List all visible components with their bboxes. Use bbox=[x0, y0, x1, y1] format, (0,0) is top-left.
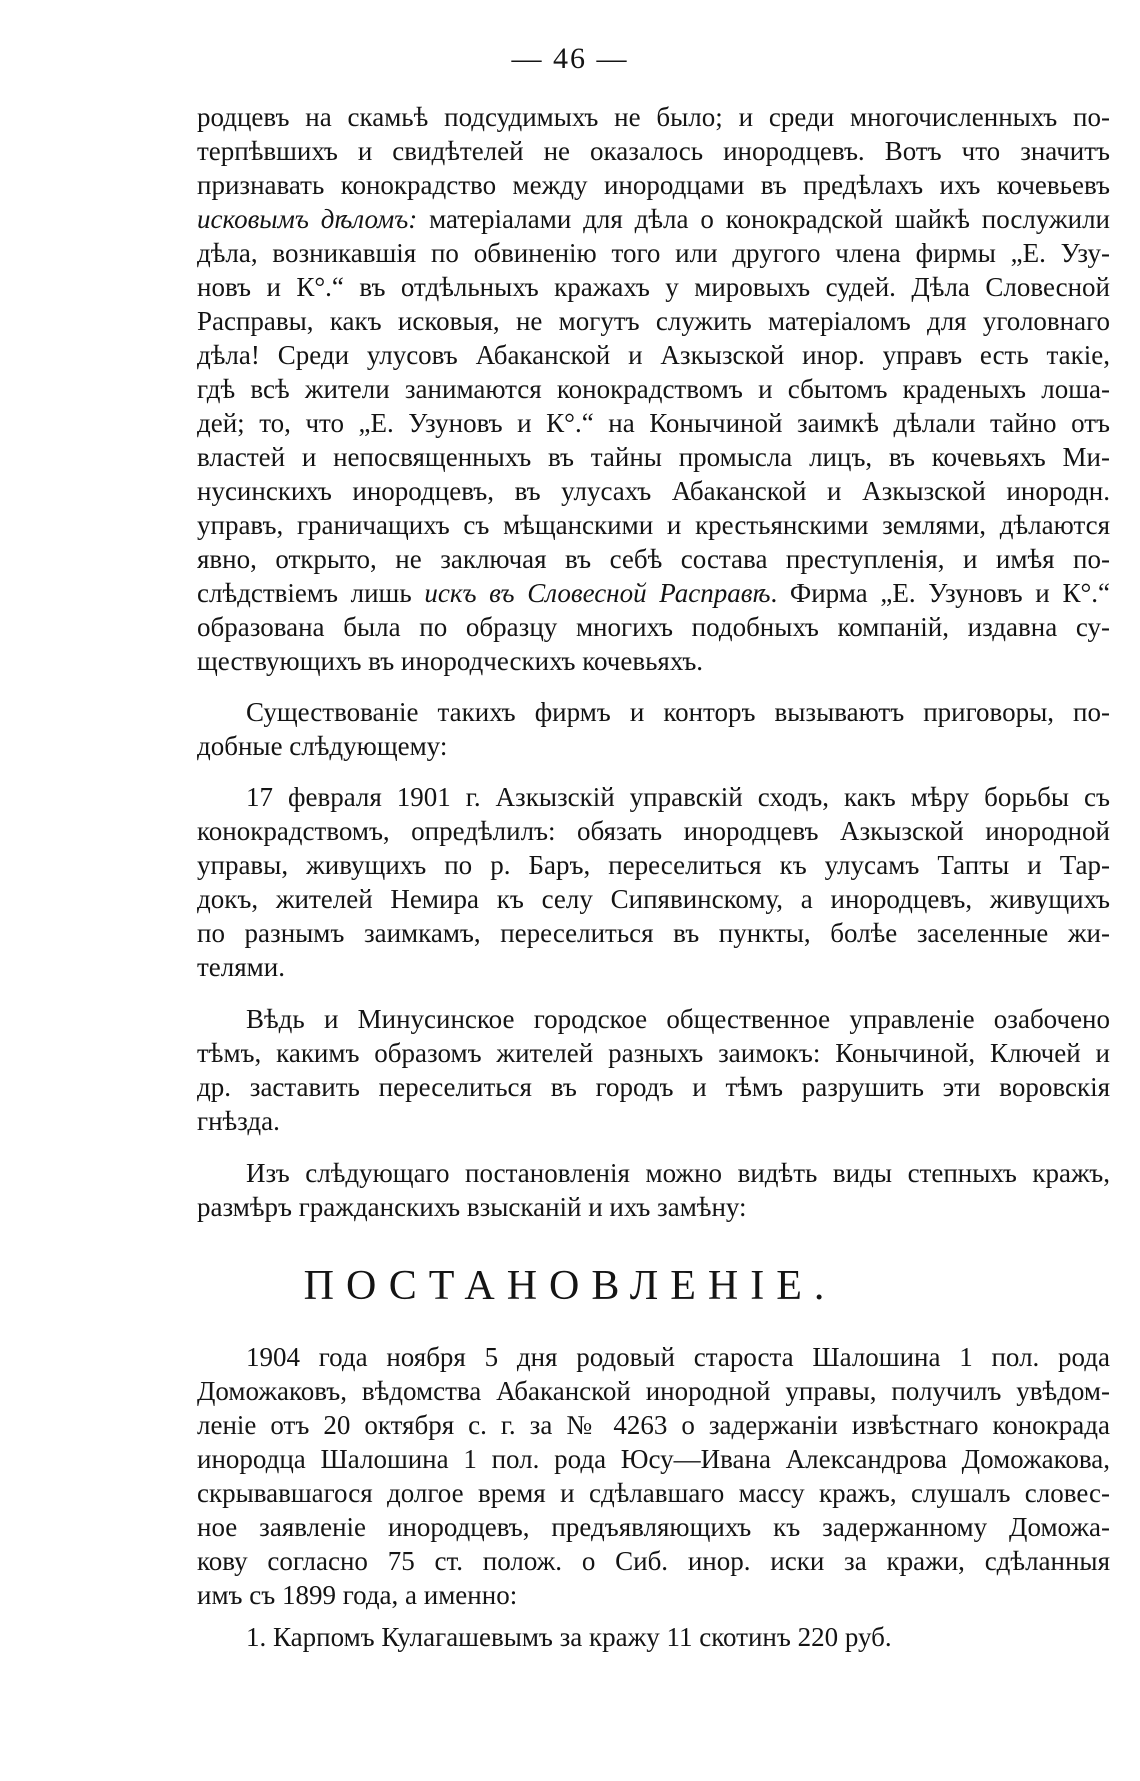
text-line: ное заявленіе инородцевъ, предъявляющихъ къ задержанному Доможа- bbox=[197, 1512, 1110, 1542]
text-line: ществующихъ въ инородческихъ кочевьяхъ. bbox=[197, 646, 704, 676]
decree-item: 1. Карпомъ Кулагашевымъ за кражу 11 скотинъ 220 руб. bbox=[246, 1622, 892, 1652]
text-line: инородца Шалошина 1 пол. рода Юсу—Ивана Александрова Доможакова, bbox=[197, 1444, 1110, 1474]
italic-phrase: исковымъ дѣломъ: bbox=[197, 204, 418, 234]
text-line: дѣла! Среди улусовъ Абаканской и Азкызской инор. управъ есть такіе, bbox=[197, 340, 1110, 370]
text-line: 1904 года ноября 5 дня родовый староста Шалошина 1 пол. рода bbox=[246, 1342, 1110, 1372]
text-line: телями. bbox=[197, 952, 285, 982]
text-line: Вѣдь и Минусинское городское общественное управленіе озабочено bbox=[246, 1004, 1110, 1034]
text-line bbox=[197, 576, 1110, 610]
text-line: др. заставить переселиться въ городъ и тѣмъ разрушить эти воровскія bbox=[197, 1072, 1110, 1102]
text-line: Изъ слѣдующаго постановленія можно видѣть виды степныхъ кражъ, bbox=[246, 1158, 1110, 1188]
text-line: докъ, жителей Немира къ селу Сипявинскому, а инородцевъ, живущихъ bbox=[197, 884, 1110, 914]
text-line: размѣръ гражданскихъ взысканій и ихъ замѣну: bbox=[197, 1192, 747, 1222]
text-line: терпѣвшихъ и свидѣтелей не оказалось инородцевъ. Вотъ что значитъ bbox=[197, 136, 1110, 166]
line-text: . Фирма „Е. Узуновъ и К°.“ bbox=[770, 578, 1110, 608]
text-line: добные слѣдующему: bbox=[197, 731, 448, 761]
text-line: по разнымъ заимкамъ, переселиться въ пункты, болѣе заселенные жи- bbox=[197, 918, 1110, 948]
text-line: дей; то, что „Е. Узуновъ и К°.“ на Конычиной заимкѣ дѣлали тайно отъ bbox=[197, 408, 1110, 438]
line-text: матеріалами для дѣла о конокрадской шайкѣ послужили bbox=[417, 204, 1110, 234]
text-line: управы, живущихъ по р. Баръ, переселиться къ улусамъ Тапты и Тар- bbox=[197, 850, 1110, 880]
text-line: Доможаковъ, вѣдомства Абаканской инородной управы, получилъ увѣдом- bbox=[197, 1376, 1110, 1406]
text-line: властей и непосвященныхъ въ тайны промысла лицъ, въ кочевьяхъ Ми- bbox=[197, 442, 1110, 472]
text-line: гнѣзда. bbox=[197, 1106, 280, 1136]
text-line: 17 февраля 1901 г. Азкызскій управскій сходъ, какъ мѣру борьбы съ bbox=[246, 782, 1110, 812]
text-line: тѣмъ, какимъ образомъ жителей разныхъ заимокъ: Конычиной, Ключей и bbox=[197, 1038, 1110, 1068]
text-line: образована была по образцу многихъ подобныхъ компаній, издавна су- bbox=[197, 612, 1110, 642]
italic-phrase: искъ въ Словесной Расправѣ bbox=[424, 578, 771, 608]
text-line: Расправы, какъ исковыя, не могутъ служить матеріаломъ для уголовнаго bbox=[197, 306, 1110, 336]
text-line: конокрадствомъ, опредѣлилъ: обязать инородцевъ Азкызской инородной bbox=[197, 816, 1110, 846]
text-line: явно, открыто, не заключая въ себѣ состава преступленія, и имѣя по- bbox=[197, 544, 1110, 574]
decree-heading: ПОСТАНОВЛЕНІЕ. bbox=[303, 1263, 837, 1309]
text-line: леніе отъ 20 октября с. г. за № 4263 о задержаніи извѣстнаго конокрада bbox=[197, 1410, 1110, 1440]
text-line: управъ, граничащихъ съ мѣщанскими и крестьянскими землями, дѣлаются bbox=[197, 510, 1110, 540]
text-line: гдѣ всѣ жители занимаются конокрадствомъ и сбытомъ краденыхъ лоша- bbox=[197, 374, 1110, 404]
line-text: слѣдствіемъ лишь bbox=[197, 578, 425, 608]
text-line: родцевъ на скамьѣ подсудимыхъ не было; и среди многочисленныхъ по- bbox=[197, 102, 1110, 132]
text-line: дѣла, возникавшія по обвиненію того или другого члена фирмы „Е. Узу- bbox=[197, 238, 1110, 268]
text-line: новъ и К°.“ въ отдѣльныхъ кражахъ у мировыхъ судей. Дѣла Словесной bbox=[197, 272, 1110, 302]
page-number: — 46 — bbox=[511, 42, 629, 75]
text-line: Существованіе такихъ фирмъ и конторъ вызываютъ приговоры, по- bbox=[246, 697, 1110, 727]
text-line bbox=[197, 202, 1110, 236]
text-line: признавать конокрадство между инородцами въ предѣлахъ ихъ кочевьевъ bbox=[197, 170, 1110, 200]
text-line: имъ съ 1899 года, а именно: bbox=[197, 1580, 518, 1610]
text-line: кову согласно 75 ст. полож. о Сиб. инор. иски за кражи, сдѣланныя bbox=[197, 1546, 1110, 1576]
text-line: скрывавшагося долгое время и сдѣлавшаго массу кражъ, слушалъ словес- bbox=[197, 1478, 1110, 1508]
text-line: нусинскихъ инородцевъ, въ улусахъ Абаканской и Азкызской инородн. bbox=[197, 476, 1110, 506]
